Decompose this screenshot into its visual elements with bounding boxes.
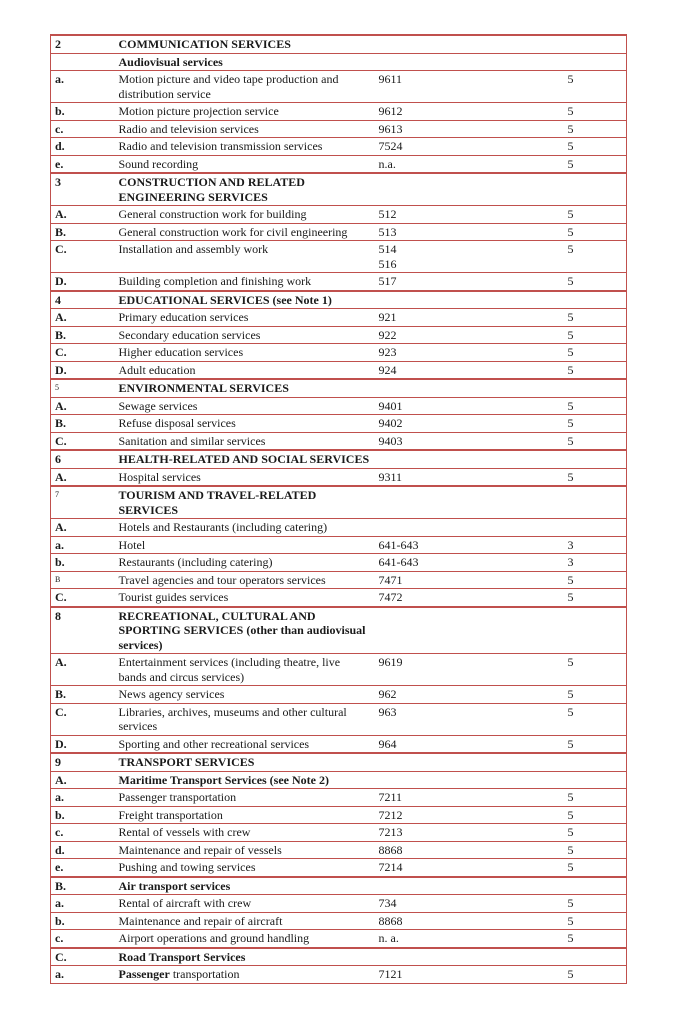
section-title: HEALTH-RELATED AND SOCIAL SERVICES — [117, 450, 376, 468]
subheading-title: Air transport services — [117, 877, 376, 895]
cpc-code — [376, 895, 498, 913]
commitment-level: 5 — [498, 930, 627, 948]
commitment-level: 5 — [498, 468, 627, 486]
commitment-level: 5 — [498, 155, 627, 173]
cpc-code — [376, 654, 498, 686]
cpc-value: n.a. — [378, 156, 396, 171]
sector-code: D. — [51, 735, 117, 753]
sector-description: General construction work for building — [117, 206, 376, 224]
cpc-code — [376, 71, 498, 103]
sector-description: Libraries, archives, museums and other cultural services — [117, 703, 376, 735]
sector-code: 9 — [51, 753, 117, 771]
cpc-code — [376, 806, 498, 824]
sector-description: Refuse disposal services — [117, 415, 376, 433]
table-row — [51, 344, 627, 362]
table-row — [51, 155, 627, 173]
cpc-value: 923 — [378, 345, 397, 359]
sector-code: B. — [51, 326, 117, 344]
commitment-level: 5 — [498, 206, 627, 224]
commitment-level: 5 — [498, 589, 627, 607]
commitment-level — [498, 450, 627, 468]
sector-description: Airport operations and ground handling — [117, 930, 376, 948]
sector-code: C. — [51, 241, 117, 273]
cpc-value: 641-643 — [378, 537, 419, 552]
table-row — [51, 138, 627, 156]
cpc-code — [376, 35, 498, 53]
cpc-code — [376, 554, 498, 572]
cpc-code — [376, 686, 498, 704]
cpc-value: 7212 — [378, 807, 403, 822]
cpc-code — [376, 415, 498, 433]
cpc-code — [376, 735, 498, 753]
sector-code: 4 — [51, 291, 117, 309]
sector-code — [51, 53, 117, 71]
section-title: TOURISM AND TRAVEL-RELATED SERVICES — [117, 486, 376, 519]
section-row — [51, 607, 627, 654]
commitment-level: 5 — [498, 241, 627, 273]
commitment-level: 5 — [498, 273, 627, 291]
cpc-value: 7213 — [378, 825, 403, 839]
cpc-value: 921 — [378, 310, 397, 324]
cpc-value: 962 — [378, 687, 397, 701]
sector-description: Entertainment services (including theatre, live bands and circus services) — [117, 654, 376, 686]
sector-code: A. — [51, 519, 117, 537]
commitment-level: 5 — [498, 309, 627, 327]
commitment-level — [498, 35, 627, 53]
table-row — [51, 223, 627, 241]
section-title: TRANSPORT SERVICES — [117, 753, 376, 771]
cpc-value: 9612 — [378, 104, 403, 118]
commitment-level — [498, 519, 627, 537]
sector-description: Radio and television services — [117, 120, 376, 138]
sector-description: Sound recording — [117, 155, 376, 173]
cpc-code — [376, 877, 498, 895]
commitment-level: 5 — [498, 966, 627, 984]
section-row — [51, 753, 627, 771]
table-row — [51, 206, 627, 224]
commitment-level: 5 — [498, 841, 627, 859]
commitment-level: 5 — [498, 120, 627, 138]
cpc-code — [376, 536, 498, 554]
cpc-value: 734 — [378, 896, 397, 910]
subheading-row — [51, 53, 627, 71]
table-row — [51, 930, 627, 948]
table-row — [51, 468, 627, 486]
table-row — [51, 789, 627, 807]
sector-description: Installation and assembly work — [117, 241, 376, 273]
cpc-value: 512 — [378, 207, 397, 221]
section-title: CONSTRUCTION AND RELATED ENGINEERING SERVICES — [117, 173, 376, 206]
sector-description: Passenger transportation — [117, 789, 376, 807]
cpc-code — [376, 607, 498, 654]
sector-code: C. — [51, 703, 117, 735]
cpc-value: 9402 — [378, 416, 403, 430]
cpc-code — [376, 771, 498, 789]
table-row — [51, 120, 627, 138]
cpc-code — [376, 103, 498, 121]
cpc-code — [376, 589, 498, 607]
sector-description: Maintenance and repair of aircraft — [117, 912, 376, 930]
cpc-value: 516 — [378, 256, 397, 271]
cpc-code — [376, 486, 498, 519]
cpc-code — [376, 789, 498, 807]
cpc-value: 7121 — [378, 967, 403, 981]
cpc-value: 9401 — [378, 398, 403, 413]
commitment-level: 5 — [498, 654, 627, 686]
cpc-value: 7471 — [378, 572, 403, 587]
sector-description: Secondary education services — [117, 326, 376, 344]
commitment-level: 5 — [498, 806, 627, 824]
subheading-row — [51, 877, 627, 895]
cpc-value: 9311 — [378, 469, 403, 484]
cpc-code — [376, 824, 498, 842]
sector-code: 5 — [51, 379, 117, 397]
sector-code: B. — [51, 415, 117, 433]
sector-description: Rental of vessels with crew — [117, 824, 376, 842]
commitment-level: 5 — [498, 859, 627, 877]
cpc-code — [376, 309, 498, 327]
section-row — [51, 486, 627, 519]
sector-description: Freight transportation — [117, 806, 376, 824]
sector-code: 2 — [51, 35, 117, 53]
cpc-code — [376, 966, 498, 984]
commitment-level: 3 — [498, 554, 627, 572]
cpc-code — [376, 930, 498, 948]
sector-code: b. — [51, 912, 117, 930]
sector-description: Restaurants (including catering) — [117, 554, 376, 572]
section-title: EDUCATIONAL SERVICES (see Note 1) — [117, 291, 376, 309]
sector-code: a. — [51, 71, 117, 103]
cpc-code — [376, 703, 498, 735]
commitment-level — [498, 877, 627, 895]
sector-code: a. — [51, 966, 117, 984]
commitment-level: 5 — [498, 686, 627, 704]
subheading-row — [51, 948, 627, 966]
sector-description: Radio and television transmission services — [117, 138, 376, 156]
table-row — [51, 806, 627, 824]
table-row — [51, 103, 627, 121]
commitment-level: 5 — [498, 824, 627, 842]
services-schedule-body — [51, 35, 627, 983]
sector-description: News agency services — [117, 686, 376, 704]
section-row — [51, 35, 627, 53]
services-schedule-table — [50, 34, 627, 984]
table-row — [51, 519, 627, 537]
cpc-value: 7472 — [378, 590, 403, 604]
sector-code: a. — [51, 536, 117, 554]
subheading-title: Audiovisual services — [117, 53, 376, 71]
cpc-code — [376, 53, 498, 71]
sector-description: Maintenance and repair of vessels — [117, 841, 376, 859]
cpc-code — [376, 138, 498, 156]
sector-description: Primary education services — [117, 309, 376, 327]
cpc-value: 7524 — [378, 139, 403, 153]
table-row — [51, 966, 627, 984]
cpc-value: 964 — [378, 736, 397, 751]
table-row — [51, 432, 627, 450]
sector-code: C. — [51, 432, 117, 450]
commitment-level — [498, 607, 627, 654]
commitment-level — [498, 948, 627, 966]
cpc-value: 9613 — [378, 121, 403, 136]
description-rest: transportation — [169, 967, 240, 981]
sector-description: Hotels and Restaurants (including catering) — [117, 519, 376, 537]
table-row — [51, 326, 627, 344]
cpc-value: 513 — [378, 224, 397, 239]
cpc-value: 517 — [378, 274, 397, 288]
sector-code: A. — [51, 206, 117, 224]
sector-code: A. — [51, 309, 117, 327]
sector-code: e. — [51, 155, 117, 173]
table-row — [51, 361, 627, 379]
section-row — [51, 450, 627, 468]
sector-code: D. — [51, 361, 117, 379]
sector-code: 8 — [51, 607, 117, 654]
table-row — [51, 686, 627, 704]
sector-code: A. — [51, 397, 117, 415]
sector-code: B. — [51, 686, 117, 704]
sector-code: C. — [51, 344, 117, 362]
cpc-value: 7211 — [378, 790, 403, 804]
table-row — [51, 859, 627, 877]
cpc-value: 9403 — [378, 433, 403, 448]
commitment-level — [498, 379, 627, 397]
commitment-level: 3 — [498, 536, 627, 554]
table-row — [51, 703, 627, 735]
sector-description: Hospital services — [117, 468, 376, 486]
commitment-level: 5 — [498, 361, 627, 379]
cpc-value: n. a. — [378, 931, 399, 945]
sector-code: c. — [51, 120, 117, 138]
sector-description: Adult education — [117, 361, 376, 379]
sector-description: Motion picture projection service — [117, 103, 376, 121]
subheading-title: Road Transport Services — [117, 948, 376, 966]
table-row — [51, 735, 627, 753]
sector-description: Rental of aircraft with crew — [117, 895, 376, 913]
cpc-code — [376, 571, 498, 589]
cpc-code — [376, 912, 498, 930]
cpc-value: 7214 — [378, 860, 403, 874]
table-row — [51, 571, 627, 589]
table-row — [51, 589, 627, 607]
cpc-code — [376, 450, 498, 468]
subheading-row — [51, 771, 627, 789]
cpc-code — [376, 948, 498, 966]
section-row — [51, 379, 627, 397]
cpc-value: 8868 — [378, 913, 403, 928]
cpc-code — [376, 326, 498, 344]
table-row — [51, 397, 627, 415]
commitment-level — [498, 753, 627, 771]
sector-code: b. — [51, 103, 117, 121]
commitment-level: 5 — [498, 326, 627, 344]
cpc-code — [376, 397, 498, 415]
subheading-title: Maritime Transport Services (see Note 2) — [117, 771, 376, 789]
sector-code: A. — [51, 468, 117, 486]
section-title: COMMUNICATION SERVICES — [117, 35, 376, 53]
sector-code: 7 — [51, 486, 117, 519]
cpc-value: 9619 — [378, 655, 403, 669]
sector-code: 3 — [51, 173, 117, 206]
cpc-code — [376, 273, 498, 291]
section-row — [51, 291, 627, 309]
section-row — [51, 173, 627, 206]
cpc-code — [376, 291, 498, 309]
sector-code: A. — [51, 771, 117, 789]
cpc-code — [376, 519, 498, 537]
document-page — [50, 34, 626, 984]
commitment-level — [498, 291, 627, 309]
cpc-value: 963 — [378, 704, 397, 719]
cpc-code — [376, 753, 498, 771]
table-row — [51, 415, 627, 433]
sector-description: Travel agencies and tour operators services — [117, 571, 376, 589]
table-row — [51, 841, 627, 859]
sector-code: B. — [51, 877, 117, 895]
sector-description: Motion picture and video tape production and distribution service — [117, 71, 376, 103]
table-row — [51, 895, 627, 913]
sector-description: Sewage services — [117, 397, 376, 415]
table-row — [51, 824, 627, 842]
commitment-level: 5 — [498, 912, 627, 930]
sector-code: B. — [51, 223, 117, 241]
cpc-value: 922 — [378, 327, 397, 342]
sector-code: C. — [51, 589, 117, 607]
table-row — [51, 71, 627, 103]
cpc-code — [376, 155, 498, 173]
commitment-level: 5 — [498, 571, 627, 589]
cpc-code — [376, 206, 498, 224]
cpc-code — [376, 859, 498, 877]
commitment-level — [498, 486, 627, 519]
sector-code: b. — [51, 554, 117, 572]
sector-code: 6 — [51, 450, 117, 468]
sector-code: c. — [51, 824, 117, 842]
sector-description: Pushing and towing services — [117, 859, 376, 877]
cpc-code — [376, 344, 498, 362]
cpc-value: 514 — [378, 242, 397, 256]
sector-code: C. — [51, 948, 117, 966]
sector-description: Building completion and finishing work — [117, 273, 376, 291]
table-row — [51, 536, 627, 554]
sector-description: Tourist guides services — [117, 589, 376, 607]
cpc-code — [376, 432, 498, 450]
commitment-level: 5 — [498, 895, 627, 913]
sector-code: a. — [51, 789, 117, 807]
cpc-value: 924 — [378, 362, 397, 377]
commitment-level: 5 — [498, 138, 627, 156]
cpc-value: 641-643 — [378, 555, 419, 569]
commitment-level: 5 — [498, 71, 627, 103]
sector-description: Sporting and other recreational services — [117, 735, 376, 753]
section-title: RECREATIONAL, CULTURAL AND SPORTING SERVICES (other than audiovisual services) — [117, 607, 376, 654]
cpc-code — [376, 361, 498, 379]
cpc-value: 9611 — [378, 72, 403, 86]
table-row — [51, 241, 627, 273]
commitment-level — [498, 53, 627, 71]
commitment-level — [498, 173, 627, 206]
sector-code: A. — [51, 654, 117, 686]
commitment-level: 5 — [498, 103, 627, 121]
commitment-level: 5 — [498, 789, 627, 807]
sector-description: General construction work for civil engineering — [117, 223, 376, 241]
table-row — [51, 654, 627, 686]
commitment-level: 5 — [498, 344, 627, 362]
cpc-code — [376, 468, 498, 486]
sector-code: D. — [51, 273, 117, 291]
sector-code: b. — [51, 806, 117, 824]
section-title: ENVIRONMENTAL SERVICES — [117, 379, 376, 397]
commitment-level: 5 — [498, 735, 627, 753]
cpc-value: 8868 — [378, 842, 403, 857]
commitment-level: 5 — [498, 703, 627, 735]
description-bold-part: Passenger — [118, 967, 170, 981]
sector-code: d. — [51, 138, 117, 156]
sector-code: c. — [51, 930, 117, 948]
cpc-code — [376, 841, 498, 859]
cpc-code — [376, 241, 498, 273]
table-row — [51, 309, 627, 327]
sector-code: e. — [51, 859, 117, 877]
sector-description: Sanitation and similar services — [117, 432, 376, 450]
commitment-level — [498, 771, 627, 789]
sector-code: a. — [51, 895, 117, 913]
cpc-code — [376, 120, 498, 138]
cpc-code — [376, 223, 498, 241]
cpc-code — [376, 379, 498, 397]
commitment-level: 5 — [498, 415, 627, 433]
commitment-level: 5 — [498, 223, 627, 241]
table-row — [51, 273, 627, 291]
sector-description: Hotel — [117, 536, 376, 554]
sector-code: B — [51, 571, 117, 589]
sector-code: d. — [51, 841, 117, 859]
commitment-level: 5 — [498, 397, 627, 415]
cpc-code — [376, 173, 498, 206]
commitment-level: 5 — [498, 432, 627, 450]
table-row — [51, 912, 627, 930]
sector-description — [117, 966, 376, 984]
sector-description: Higher education services — [117, 344, 376, 362]
table-row — [51, 554, 627, 572]
